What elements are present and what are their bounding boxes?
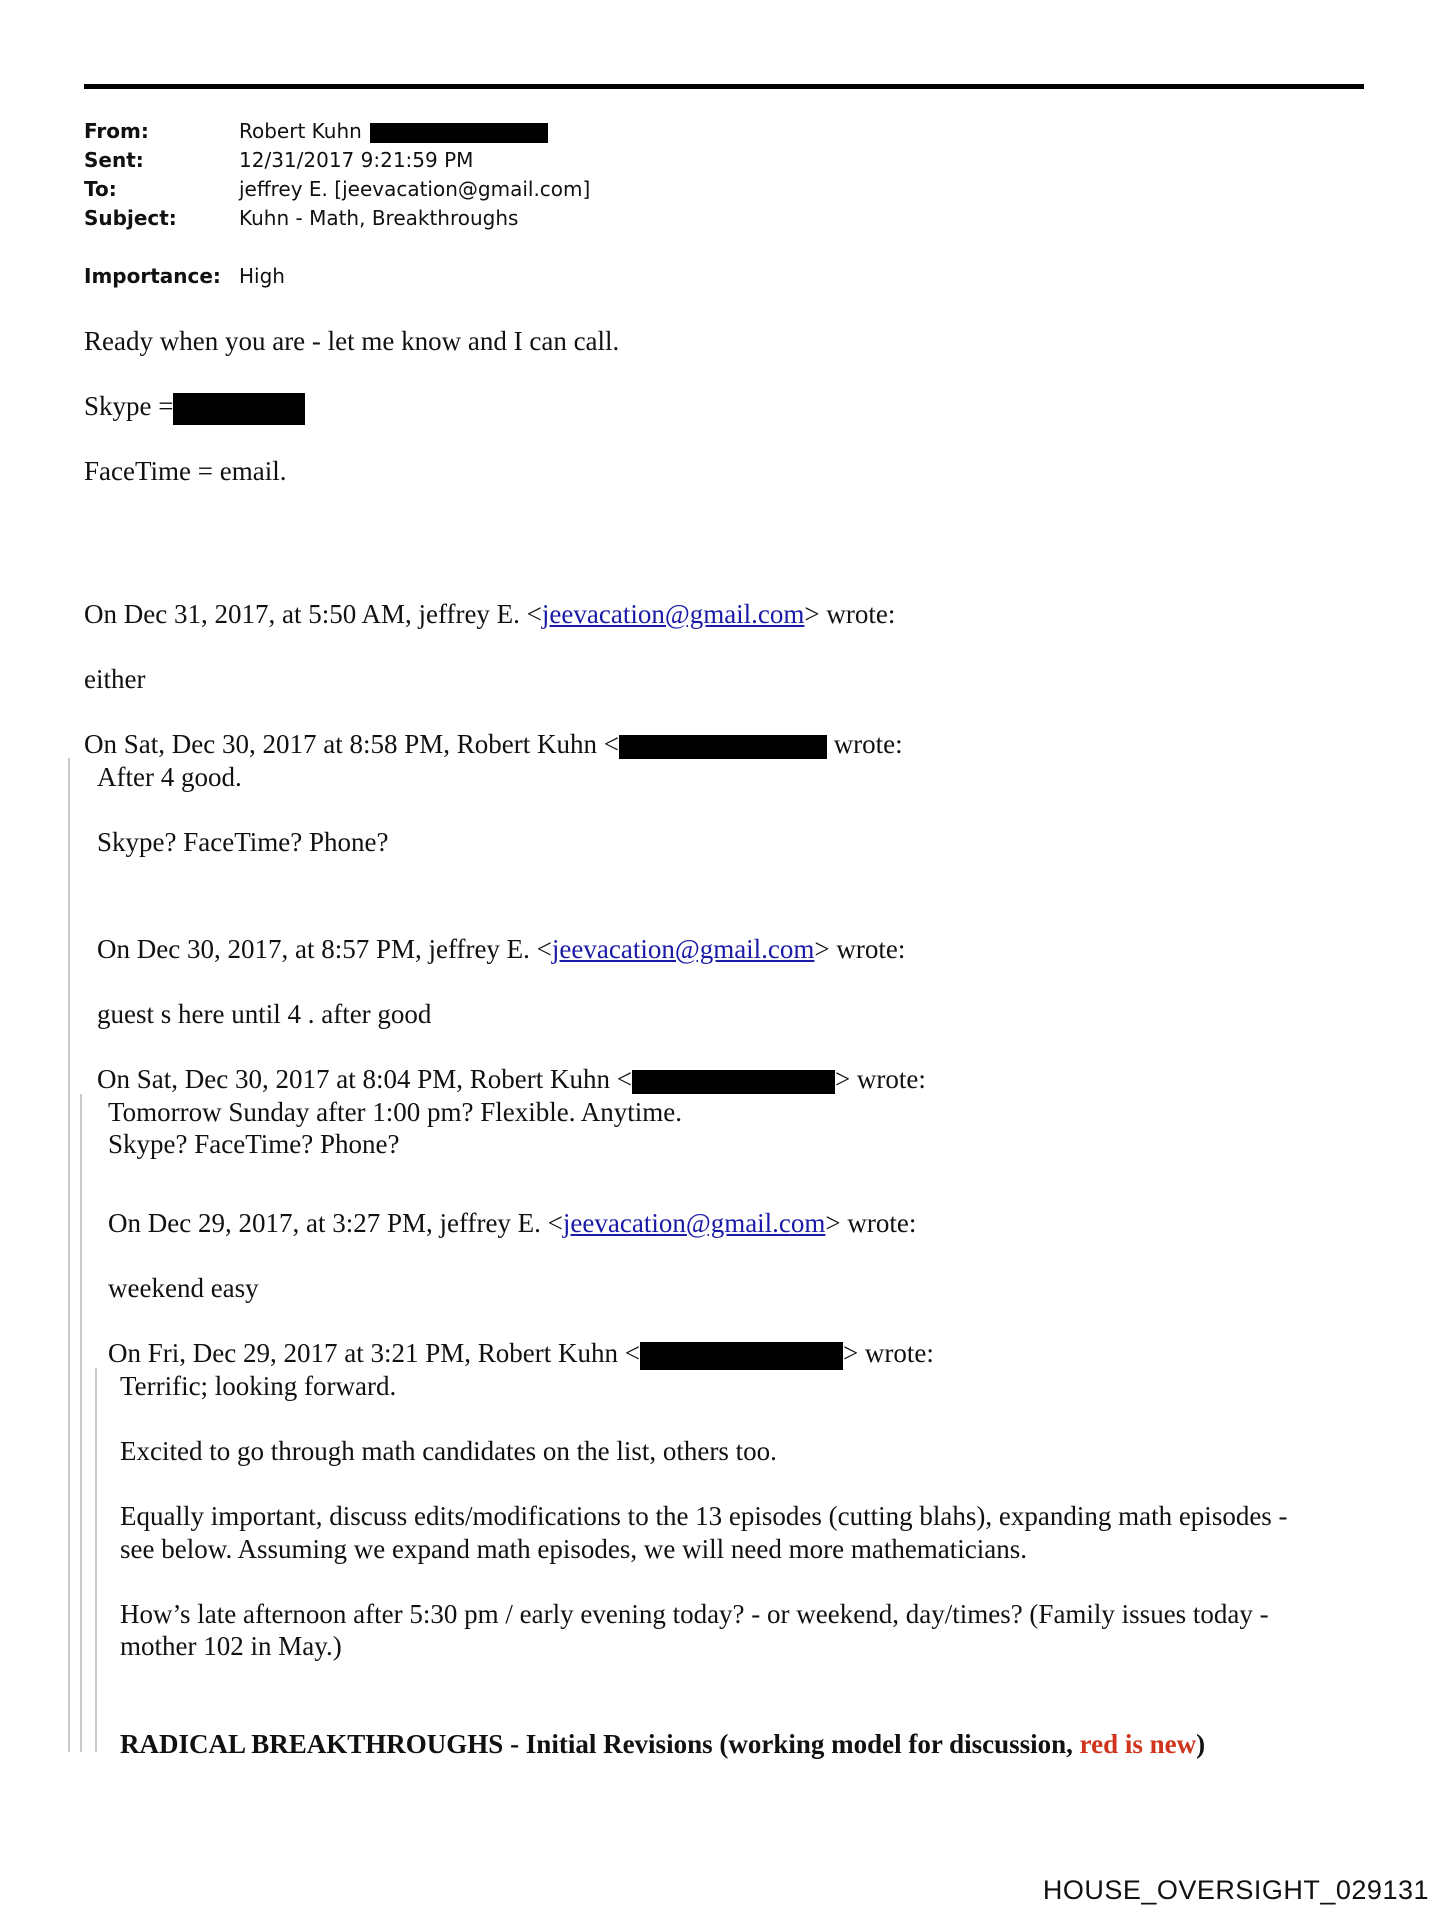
bates-number: HOUSE_OVERSIGHT_029131 — [1042, 1875, 1429, 1905]
body-line-skype — [84, 390, 305, 425]
quote-body-4b: Skype? FaceTime? Phone? — [108, 1129, 400, 1159]
quote-header-text: > wrote: — [814, 934, 906, 964]
quote-body-5: weekend easy — [108, 1273, 259, 1303]
quote-header-4 — [97, 1063, 926, 1095]
redaction-box — [370, 123, 548, 143]
sent-label: Sent: — [84, 148, 144, 172]
to-value: jeffrey E. [jeevacation@gmail.com] — [239, 177, 591, 201]
quote-body-6-p1: Terrific; looking forward. — [120, 1371, 397, 1401]
from-label: From: — [84, 119, 149, 143]
quote-header-text: On Dec 29, 2017, at 3:27 PM, jeffrey E. < — [108, 1208, 563, 1238]
heading-text: RADICAL BREAKTHROUGHS - Initial Revisions (working model for discussion, — [120, 1729, 1080, 1759]
quote-body-6-p2: Excited to go through math candidates on the list, others too. — [120, 1436, 777, 1466]
quote-body-4a: Tomorrow Sunday after 1:00 pm? Flexible. Anytime. — [108, 1097, 683, 1127]
quote-header-text: > wrote: — [842, 1338, 934, 1368]
redaction-box — [632, 1070, 835, 1094]
body-line-ready: Ready when you are - let me know and I can call. — [84, 326, 620, 356]
redaction-box — [173, 393, 305, 425]
quote-body-3: guest s here until 4 . after good — [97, 999, 432, 1029]
email-link[interactable]: jeevacation@gmail.com — [562, 1208, 826, 1238]
heading-red-text: red is new — [1079, 1729, 1197, 1759]
section-heading — [120, 1728, 1205, 1760]
quote-body-2b: Skype? FaceTime? Phone? — [97, 827, 389, 857]
email-link[interactable]: jeevacation@gmail.com — [541, 599, 805, 629]
email-link[interactable]: jeevacation@gmail.com — [551, 934, 815, 964]
quote-header-6 — [108, 1337, 934, 1370]
from-value — [239, 119, 548, 143]
quote-header-text: On Sat, Dec 30, 2017 at 8:58 PM, Robert Kuhn < — [84, 729, 619, 759]
quote-header-text: > wrote: — [804, 599, 896, 629]
quote-bar-3 — [95, 1368, 97, 1752]
quote-body-2a: After 4 good. — [97, 762, 242, 792]
quote-body-6-p4b: mother 102 in May.) — [120, 1631, 342, 1661]
importance-value: High — [239, 264, 285, 288]
heading-close-paren: ) — [1196, 1729, 1206, 1759]
quote-header-text: On Sat, Dec 30, 2017 at 8:04 PM, Robert Kuhn < — [97, 1064, 632, 1094]
quote-header-2 — [84, 728, 903, 760]
quote-header-text: wrote: — [833, 729, 903, 759]
subject-label: Subject: — [84, 206, 177, 230]
quote-header-3 — [97, 933, 905, 965]
sent-value: 12/31/2017 9:21:59 PM — [239, 148, 474, 172]
quote-header-text: On Dec 30, 2017, at 8:57 PM, jeffrey E. < — [97, 934, 552, 964]
quote-header-5 — [108, 1207, 916, 1239]
redaction-box — [619, 735, 827, 759]
redaction-box — [640, 1342, 843, 1370]
quote-body-6-p3b: see below. Assuming we expand math episodes, we will need more mathematicians. — [120, 1534, 1028, 1564]
quote-body-6-p3a: Equally important, discuss edits/modifications to the 13 episodes (cutting blahs), expanding math episodes - — [120, 1501, 1288, 1531]
quote-header-text: On Dec 31, 2017, at 5:50 AM, jeffrey E. < — [84, 599, 542, 629]
from-name: Robert Kuhn — [239, 119, 362, 143]
quote-bar-1 — [68, 758, 70, 1752]
quote-header-text: > wrote: — [825, 1208, 917, 1238]
header-rule — [84, 84, 1364, 89]
quote-header-text: > wrote: — [834, 1064, 926, 1094]
quote-body-1: either — [84, 664, 146, 694]
quote-header-text: On Fri, Dec 29, 2017 at 3:21 PM, Robert Kuhn < — [108, 1338, 640, 1368]
importance-label: Importance: — [84, 264, 221, 288]
quote-header-1 — [84, 598, 895, 630]
body-line-facetime: FaceTime = email. — [84, 456, 287, 486]
to-label: To: — [84, 177, 117, 201]
subject-value: Kuhn - Math, Breakthroughs — [239, 206, 519, 230]
quote-bar-2 — [80, 1094, 82, 1752]
skype-label: Skype = — [84, 391, 174, 421]
quote-body-6-p4a: How’s late afternoon after 5:30 pm / early evening today? - or weekend, day/times? (Family issues today - — [120, 1599, 1269, 1629]
